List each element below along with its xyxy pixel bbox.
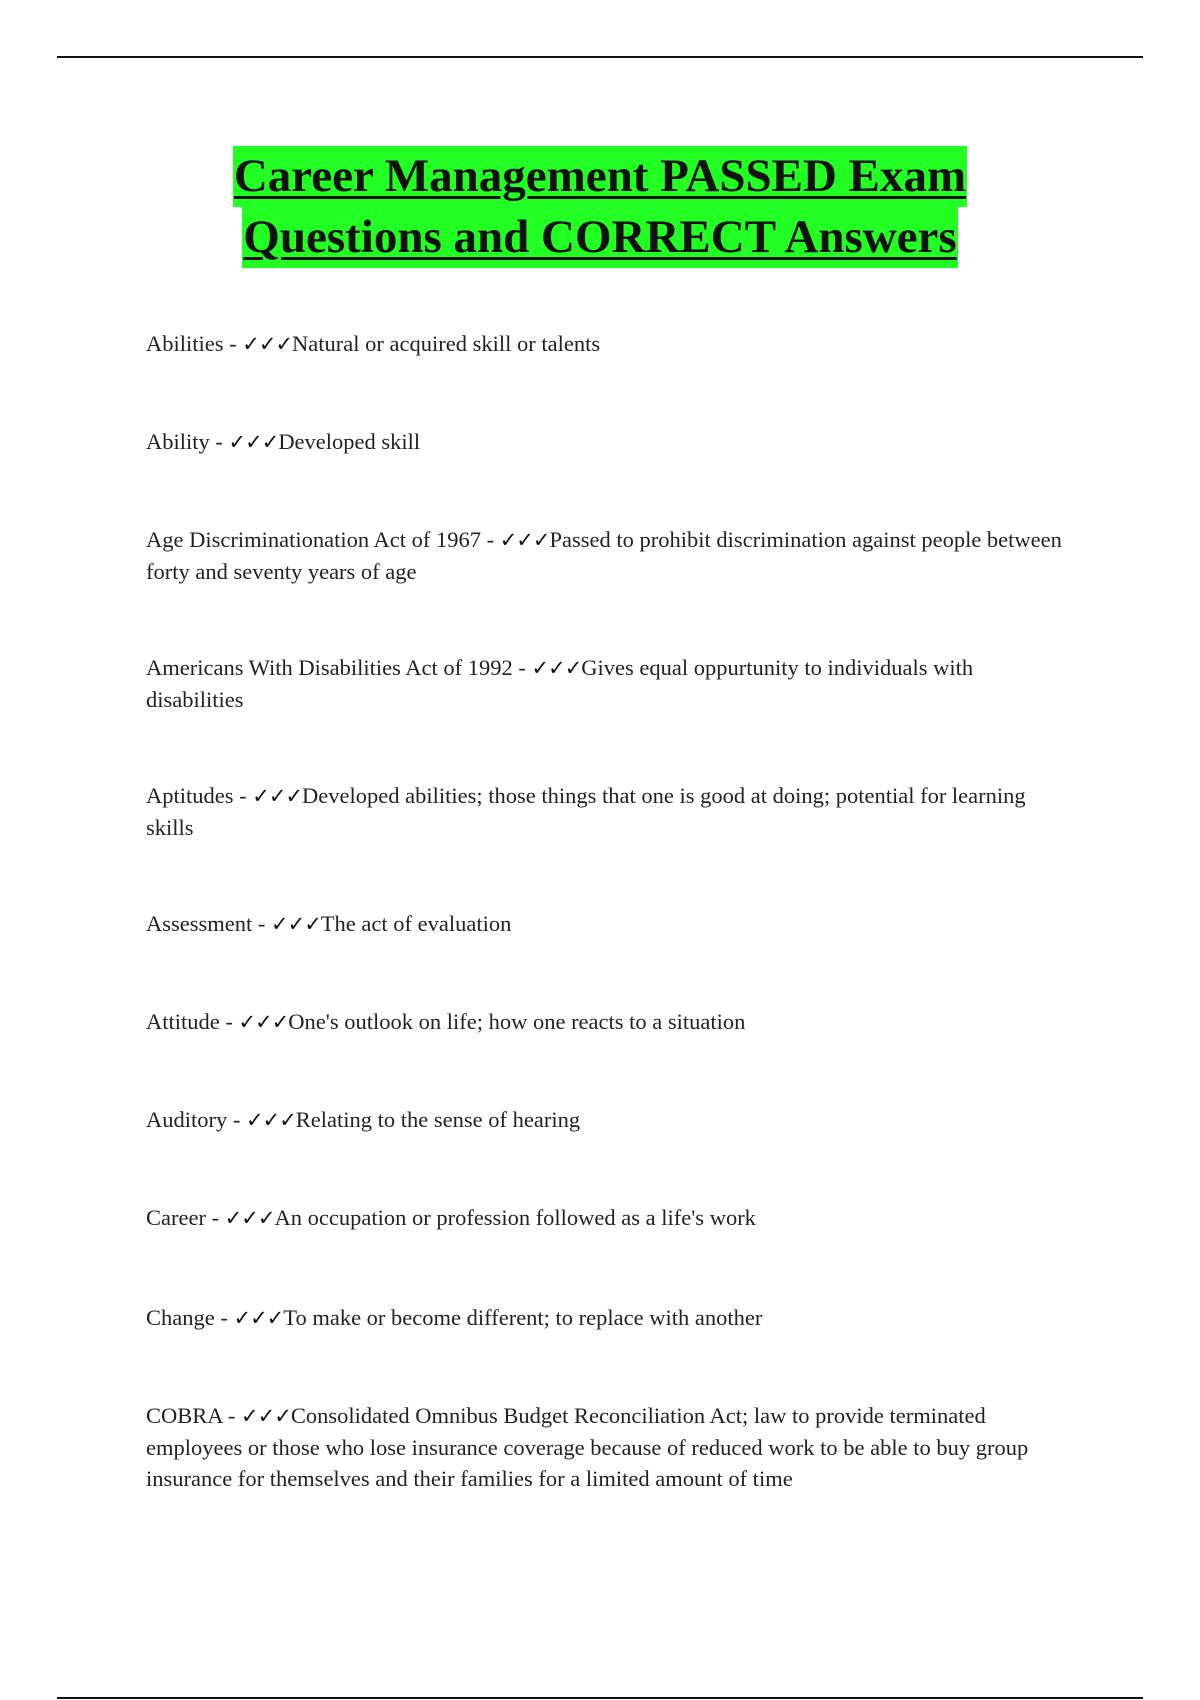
check-marks-icon: ✓✓✓ xyxy=(252,784,303,808)
entry-definition: The act of evaluation xyxy=(320,911,512,936)
entry xyxy=(146,1104,1076,1136)
entry-definition: An occupation or profession followed as a life's work xyxy=(274,1205,756,1230)
entry-term: Ability xyxy=(146,429,210,454)
entry-separator: - xyxy=(205,1205,225,1230)
document-title xyxy=(0,146,1200,268)
entry-term: Age Discriminationation Act of 1967 xyxy=(146,527,481,552)
check-marks-icon: ✓✓✓ xyxy=(242,332,293,356)
entry-separator: - xyxy=(222,1403,242,1428)
entry xyxy=(146,426,1076,458)
bottom-rule xyxy=(57,1697,1143,1699)
entry-separator: - xyxy=(480,527,500,552)
entry-separator: - xyxy=(214,1305,234,1330)
entry-term: Americans With Disabilities Act of 1992 xyxy=(146,655,513,680)
entry xyxy=(146,1302,1076,1334)
entry-separator: - xyxy=(227,1107,246,1132)
entry-definition: Relating to the sense of hearing xyxy=(295,1107,581,1132)
check-marks-icon: ✓✓✓ xyxy=(271,912,321,936)
entry xyxy=(146,780,1076,843)
entry-term: Career xyxy=(146,1205,206,1230)
entry-definition: Passed to prohibit discrimination against people between forty and seventy years of age xyxy=(146,527,1062,584)
entry-definition: Gives equal oppurtunity to individuals with disabilities xyxy=(146,655,974,712)
entry-term: Abilities xyxy=(146,331,224,356)
title-line-1: Career Management PASSED Exam xyxy=(233,146,967,207)
entry-separator: - xyxy=(252,911,271,936)
entry xyxy=(146,1202,1076,1234)
entry-definition: Developed skill xyxy=(278,429,421,454)
entry xyxy=(146,1006,1076,1038)
entry-definition: To make or become different; to replace with another xyxy=(283,1305,763,1330)
check-marks-icon: ✓✓✓ xyxy=(531,656,582,680)
entry-definition: Consolidated Omnibus Budget Reconciliation Act; law to provide terminated employees or those who lose insurance coverage because of reduced work to be able to buy group insurance for themselves and their families for a limited amount of time xyxy=(146,1403,1029,1491)
check-marks-icon: ✓✓✓ xyxy=(233,1306,284,1330)
title-line-2: Questions and CORRECT Answers xyxy=(242,207,957,268)
entry-separator: - xyxy=(219,1009,239,1034)
entry xyxy=(146,1400,1076,1494)
check-marks-icon: ✓✓✓ xyxy=(499,528,550,552)
entry-term: Aptitudes xyxy=(146,783,234,808)
entry-separator: - xyxy=(223,331,243,356)
top-rule xyxy=(57,56,1143,58)
check-marks-icon: ✓✓✓ xyxy=(224,1206,275,1230)
entry-definition: One's outlook on life; how one reacts to a situation xyxy=(288,1009,746,1034)
entry xyxy=(146,908,1076,940)
check-marks-icon: ✓✓✓ xyxy=(241,1404,291,1428)
entry-definition: Natural or acquired skill or talents xyxy=(292,331,601,356)
entry xyxy=(146,328,1076,360)
entry-term: Attitude xyxy=(146,1009,220,1034)
entry-definition: Developed abilities; those things that one is good at doing; potential for learning skills xyxy=(146,783,1026,840)
check-marks-icon: ✓✓✓ xyxy=(228,430,279,454)
entry-separator: - xyxy=(209,429,229,454)
entry-separator: - xyxy=(233,783,253,808)
entry-term: Assessment xyxy=(146,911,253,936)
entry xyxy=(146,652,1076,715)
entry-term: Change xyxy=(146,1305,215,1330)
check-marks-icon: ✓✓✓ xyxy=(238,1010,289,1034)
entry-list xyxy=(146,328,1076,1494)
entry xyxy=(146,524,1076,587)
entry-separator: - xyxy=(512,655,532,680)
entry-term: Auditory xyxy=(146,1107,228,1132)
entry-term: COBRA xyxy=(146,1403,223,1428)
check-marks-icon: ✓✓✓ xyxy=(246,1108,296,1132)
